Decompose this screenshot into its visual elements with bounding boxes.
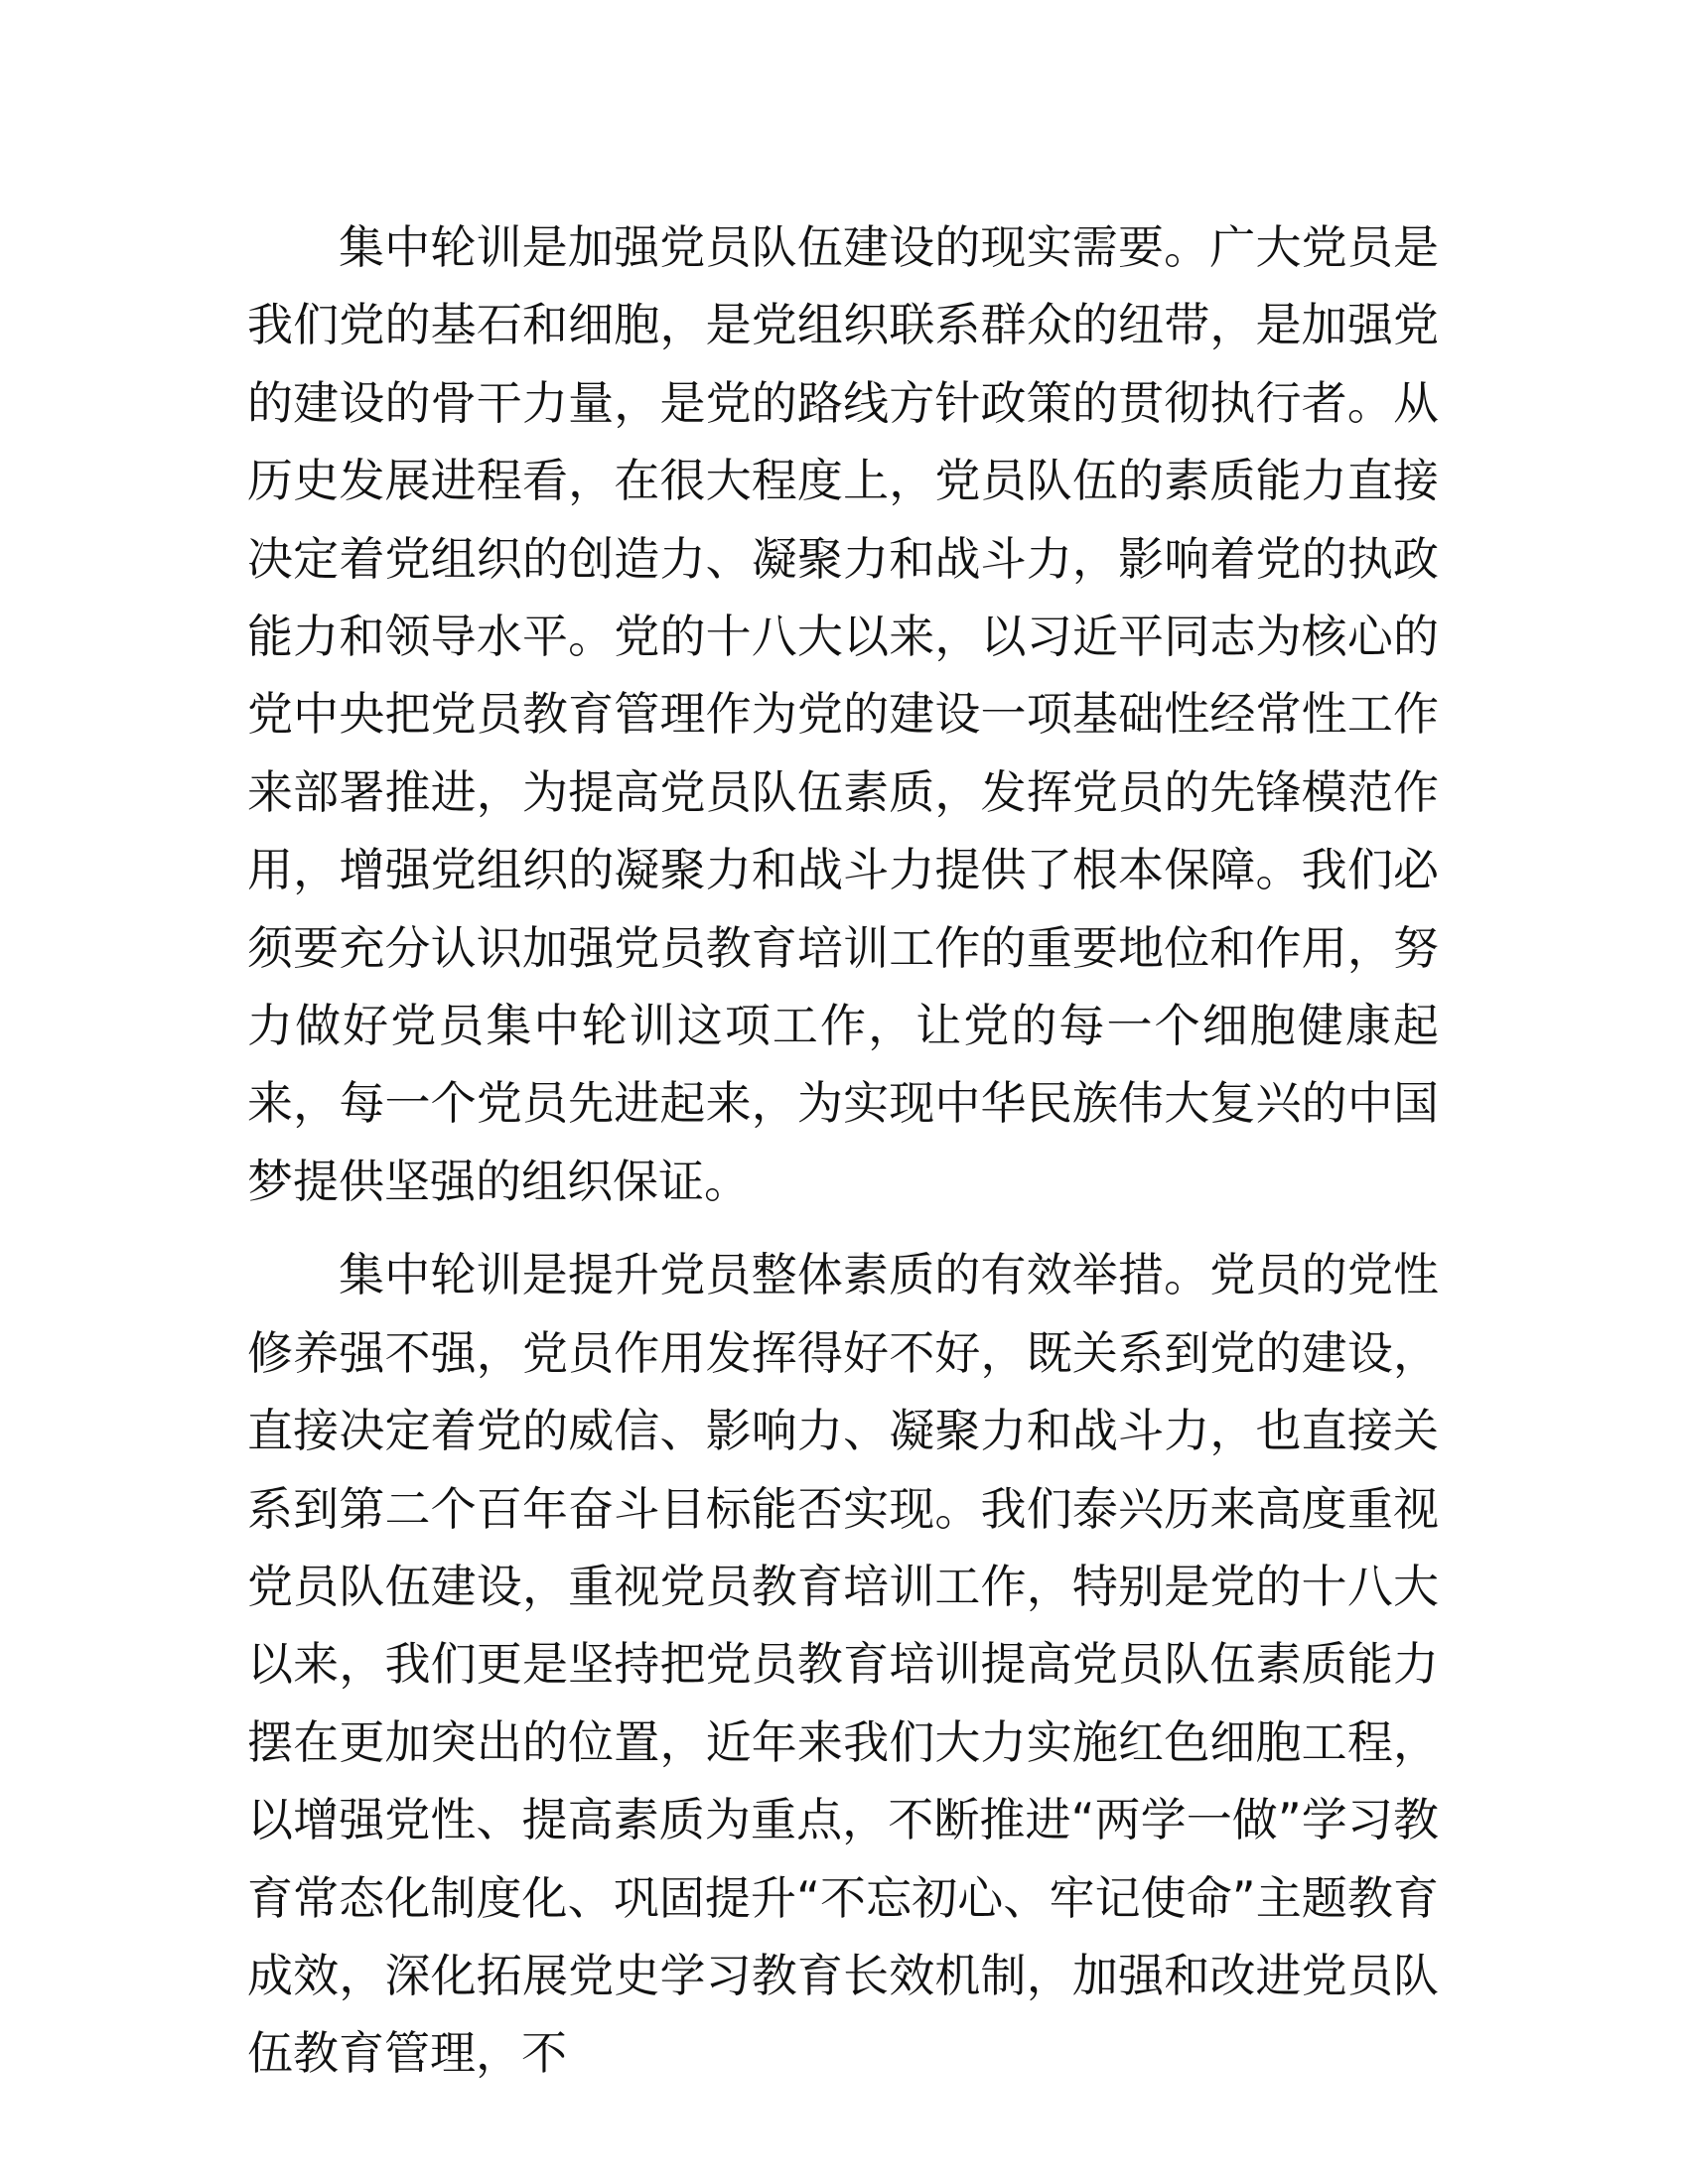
paragraph-1: 集中轮训是加强党员队伍建设的现实需要。广大党员是我们党的基石和细胞，是党组织联系群众的纽带，是加强党的建设的骨干力量，是党的路线方针政策的贯彻执行者。从历史发展进程看，在很大程度上，党员队伍的素质能力直接决定着党组织的创造力、凝聚力和战斗力，影响着党的执政能力和领导水平。党的十八大以来，以习近平同志为核心的党中央把党员教育管理作为党的建设一项基础性经常性工作来部署推进，为提高党员队伍素质，发挥党员的先锋模范作用，增强党组织的凝聚力和战斗力提供了根本保障。我们必须要充分认识加强党员教育培训工作的重要地位和作用，努力做好党员集中轮训这项工作，让党的每一个细胞健康起来，每一个党员先进起来，为实现中华民族伟大复兴的中国梦提供坚强的组织保证。 xyxy=(247,220,1439,1208)
document-body xyxy=(247,208,1439,2093)
paragraph-2: 集中轮训是提升党员整体素质的有效举措。党员的党性修养强不强，党员作用发挥得好不好，既关系到党的建设，直接决定着党的威信、影响力、凝聚力和战斗力，也直接关系到第二个百年奋斗目标能否实现。我们泰兴历来高度重视党员队伍建设，重视党员教育培训工作，特别是党的十八大以来，我们更是坚持把党员教育培训提高党员队伍素质能力摆在更加突出的位置，近年来我们大力实施红色细胞工程，以增强党性、提高素质为重点，不断推进“两学一做”学习教育常态化制度化、巩固提升“不忘初心、牢记使命”主题教育成效，深化拓展党史学习教育长效机制，加强和改进党员队伍教育管理，不 xyxy=(247,1248,1439,2081)
